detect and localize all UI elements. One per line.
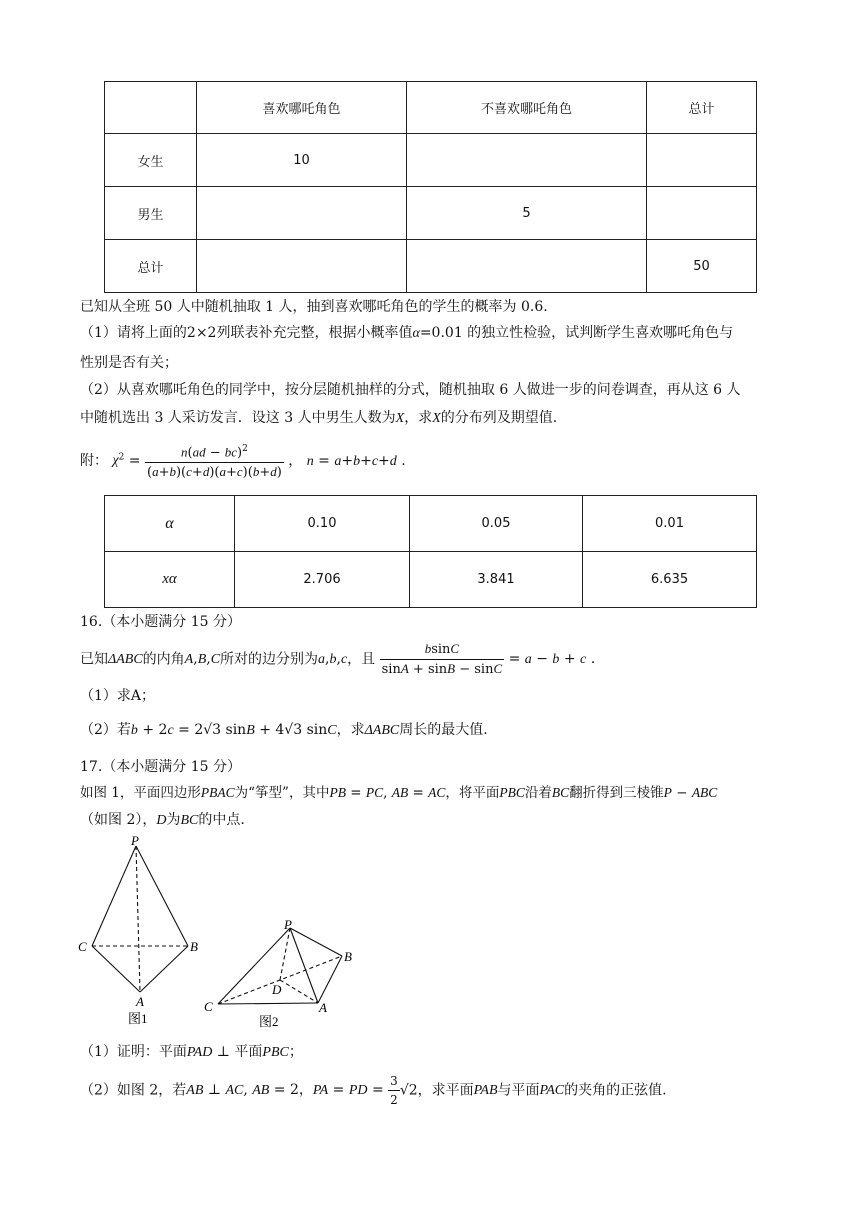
question-16-statement: 已知ΔABC的内角A,B,C所对的边分别为a,b,c，且 $\frac{bsinC}{\sin A + \sin B - \sin C}$ = a − b + c . — [80, 641, 596, 677]
figure-2-pyramid — [200, 918, 370, 1033]
table-cell: 5 — [407, 187, 647, 240]
question-16-part-1: （1）求A； — [80, 688, 156, 704]
table-cell: α — [105, 496, 235, 552]
table-cell: 喜欢哪吒角色 — [197, 82, 407, 134]
question-17-title: 17.（本小题满分 15 分） — [80, 759, 241, 775]
table-cell: 6.635 — [583, 552, 757, 608]
label-p: P — [131, 834, 139, 848]
table-cell: 总计 — [105, 240, 197, 293]
label-b: B — [190, 939, 198, 954]
table-cell — [647, 134, 757, 187]
label-a: A — [136, 994, 144, 1009]
label-b: B — [344, 949, 352, 964]
contingency-table — [104, 81, 757, 293]
table-row — [105, 240, 757, 293]
table-header-row — [105, 82, 757, 134]
given-statement: 已知从全班 50 人中随机抽取 1 人，抽到喜欢哪吒角色的学生的概率为 0.6. — [80, 299, 548, 315]
question-15-part-2-cont: 中随机选出 3 人采访发言．设这 3 人中男生人数为X，求X的分布列及期望值. — [80, 410, 558, 426]
table-header-row — [105, 496, 757, 552]
table-row — [105, 552, 757, 608]
table-cell — [407, 134, 647, 187]
table-cell: 0.05 — [410, 496, 583, 552]
table-cell: 不喜欢哪吒角色 — [407, 82, 647, 134]
figure-1-caption: 图1 — [128, 1011, 148, 1026]
label-d: D — [272, 982, 282, 997]
table-cell: 0.10 — [235, 496, 410, 552]
label-c: C — [78, 939, 87, 954]
label-c: C — [204, 999, 213, 1014]
table-cell: 男生 — [105, 187, 197, 240]
table-cell — [197, 187, 407, 240]
table-cell: 总计 — [647, 82, 757, 134]
figure-2-caption: 图2 — [259, 1014, 279, 1029]
figure-1-kite — [74, 834, 204, 1034]
table-cell — [407, 240, 647, 293]
question-17-part-2: （2）如图 2，若AB ⊥ AC, AB = 2，PA = PD = $\frac{3}{2}$ √2，求平面PAB与平面PAC的夹角的正弦值. — [80, 1074, 667, 1107]
question-16-title: 16.（本小题满分 15 分） — [80, 614, 241, 630]
table-cell: xα — [105, 552, 235, 608]
table-cell — [105, 82, 197, 134]
table-cell — [647, 187, 757, 240]
question-15-part-1: （1）请将上面的2×2列联表补充完整，根据小概率值α=0.01 的独立性检验，试判断学生喜欢哪吒角色与 — [80, 325, 734, 341]
critical-value-table — [104, 495, 757, 608]
label-p: P — [284, 918, 292, 932]
question-17-statement: 如图 1，平面四边形PBAC为“筝型”，其中PB = PC, AB = AC，将平面PBC沿着BC翻折得到三棱锥P − ABC — [80, 785, 718, 801]
question-16-part-2: （2）若b + 2c = 2√3 sinB + 4√3 sinC，求ΔABC周长的最大值. — [80, 722, 488, 738]
question-15-part-1-cont: 性别是否有关； — [80, 355, 178, 371]
question-17-statement-cont: （如图 2），D为BC的中点. — [80, 812, 245, 828]
table-cell: 3.841 — [410, 552, 583, 608]
label-a: A — [319, 1000, 327, 1015]
question-15-part-2: （2）从喜欢哪吒角色的同学中，按分层随机抽样的分式，随机抽取 6 人做进一步的问卷调查，再从这 6 人 — [80, 382, 741, 398]
table-cell: 2.706 — [235, 552, 410, 608]
table-cell: 50 — [647, 240, 757, 293]
table-cell: 女生 — [105, 134, 197, 187]
chi-square-formula: 附： $\chi^2$ = $\frac{n(ad - bc)^2}{(a+b)(c+d)(a+c)(b+d)}$ ， n = a+b+c+d . — [80, 440, 406, 482]
table-cell: 10 — [197, 134, 407, 187]
table-cell: 0.01 — [583, 496, 757, 552]
question-17-part-1: （1）证明：平面PAD ⊥ 平面PBC； — [80, 1044, 303, 1060]
table-row — [105, 134, 757, 187]
table-cell — [197, 240, 407, 293]
table-row — [105, 187, 757, 240]
